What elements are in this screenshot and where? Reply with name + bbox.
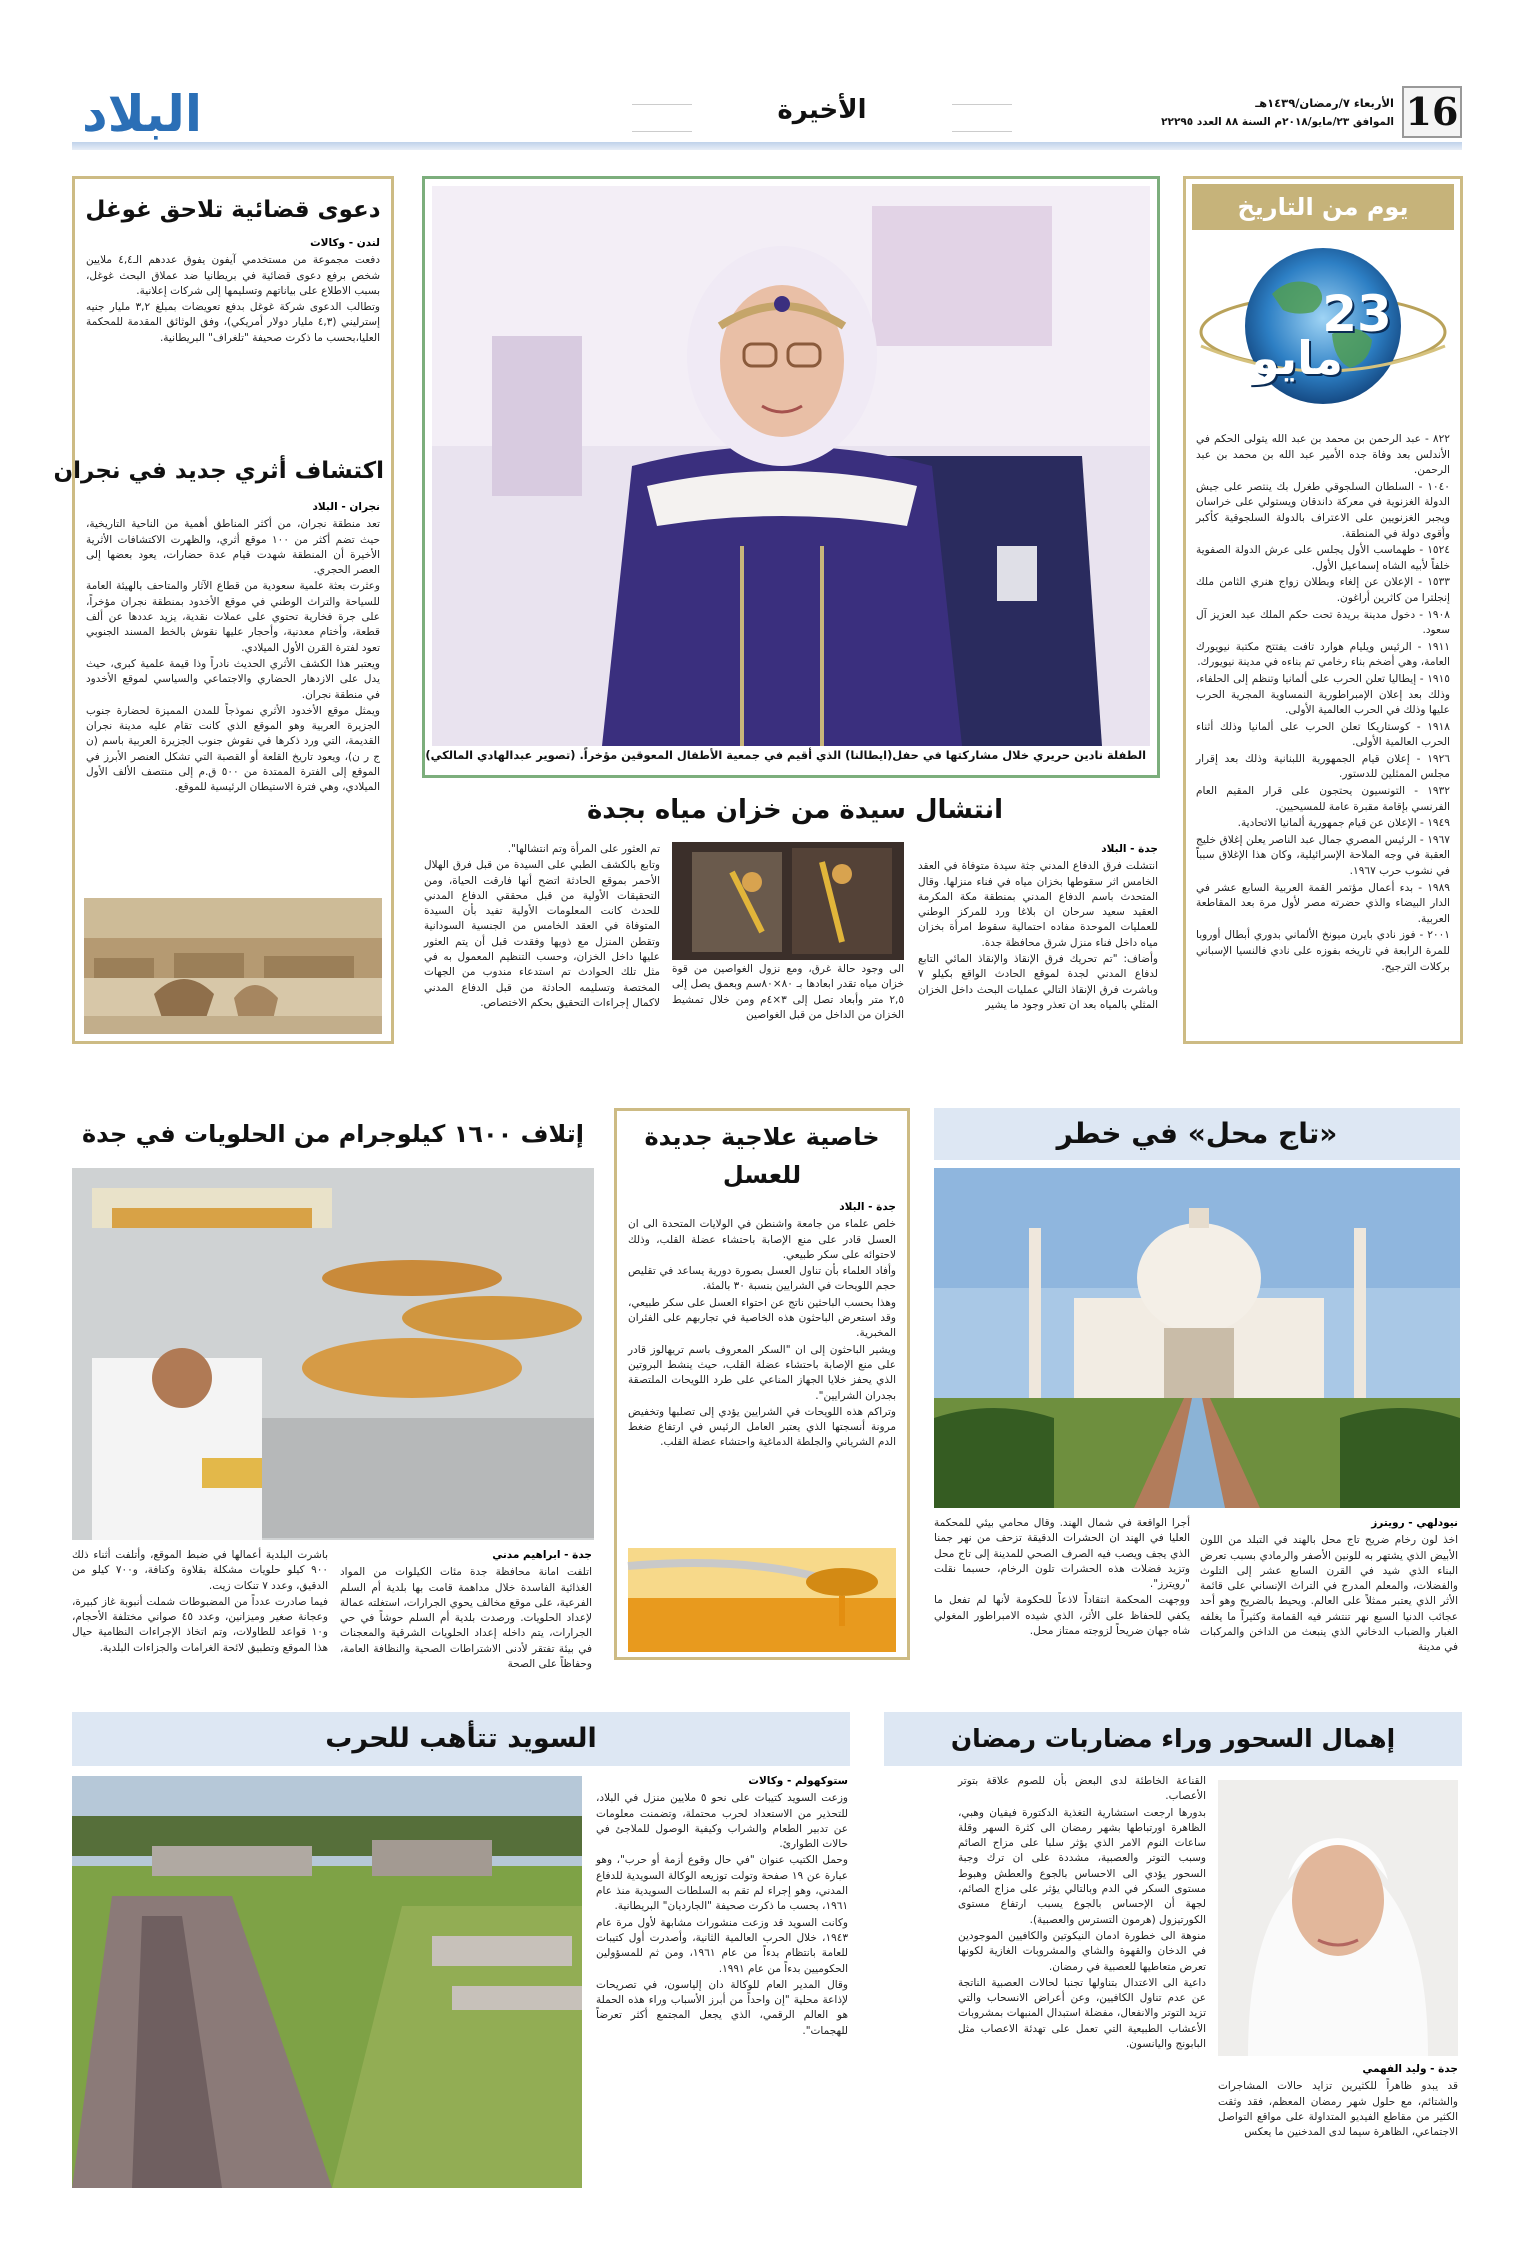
tank-para: انتشلت فرق الدفاع المدني جثة سيدة متوفاة في العقد الخامس اثر سقوطها بخزان مياه في فناء منزلها. وقال المتحدث باسم الدفاع المدني بمنطقة مكة المكرمة العقيد سعيد سرحان ان بلاغا ورد للمركز الوطني للعمليات الموحدة مفاده احتمالية سقوط امرأة بخزان مياه داخل فناء منزل شرق محافظة جدة. [918,860,1158,949]
sweden-header-bar [72,1712,850,1766]
history-entry: ٢٠٠١ - فوز نادي بايرن ميونخ الألماني بدوري أبطال أوروبا للمرة الرابعة في تاريخه بفوزه على نادي فالنسيا الإسباني بركلات الترجيح. [1196,929,1450,973]
history-entry: ١٩٦٧ - الرئيس المصري جمال عبد الناصر يعلن إغلاق خليج العقبة في وجه الملاحة الإسرائيلية، وكان هذا الإغلاق سبباً في نشوب حرب ١٩٦٧. [1196,833,1450,878]
main-photo-caption: الطفلة نادين حريري خلال مشاركتها في حفل(ايطالنا) الذي أقيم في جمعية الأطفال المعوقين مؤخراً. (تصوير عبدالهادي المالكي) [425,748,1146,762]
sweden-para: وحمل الكتيب عنوان "في حال وقوع أزمة أو حرب"، وهو عبارة عن ١٩ صفحة وتولت توزيعه الوكالة السويدية للدفاع المدني، وهو إجراء لم تقم به السلطات السويدية منذ عام ١٩٦١، بحسب ما ذكرت صحيفة "الجارديان" البريطانية. [596,1854,848,1913]
najran-photo[interactable] [84,898,382,1034]
sweets-col-right [340,1548,592,1671]
sweden-article [596,1774,848,2186]
najran-para: وعثرت بعثة علمية سعودية من قطاع الآثار والمتاحف بالهيئة العامة للسياحة والتراث الوطني في موقع الأخدود بمنطقة نجران مؤخراً، على جرة فخارية تحتوي على عملات نقدية، يزيد عددها عن ألف قطعة، وأختام معدنية، وأحجار عليها نقوش بالخط المسند الجنوبي تعود لفترة القرن الأول الميلادي. [86,580,380,654]
history-entry: ١٥٣٣ - الإعلان عن إلغاء وبطلان زواج هنري الثامن ملك إنجلترا من كاثرين أراغون. [1196,576,1450,604]
sweets-col-left [72,1548,328,1658]
taj-headline: «تاج محل» في خطر [1056,1117,1338,1150]
history-entry: ١٩١١ - الرئيس ويليام هوارد تافت يفتتح مكتبة نيويورك العامة، وهي أضخم بناء رخامي تم بناءه في مدينة نيويورك. [1196,640,1450,669]
masthead-bar [72,142,1462,150]
tank-para: تم العثور على المرأة وتم انتشالها". [507,843,660,855]
history-entry: ١٩٤٩ - الإعلان عن قيام جمهورية ألمانيا الاتحادية. [1237,817,1450,830]
sweets-para: فيما صادرت عدداً من المضبوطات شملت أنبوبة غاز كبيرة، وعجانة صغير وميزانين، وعدد ٤٥ صواني مختلفة الأحجام، و١٠ قواعد للطاولات، وتم اتخاذ الإجراءات النظامية حيال هذا الموقع وتطبيق لائحة الغرامات والجزاءات البلدية. [72,1595,329,1654]
honey-headline [624,1118,900,1194]
suhoor-dateline: جدة - وليد الفهمي [1362,2063,1458,2075]
main-photo[interactable] [432,186,1150,746]
najran-para: ويعتبر هذا الكشف الأثري الحديث نادراً وذا قيمة علمية كبرى، حيث يدل على الازدهار الحضاري والاجتماعي والسياسي لموقع الأخدود في منطقة نجران. [86,657,380,701]
sweden-photo[interactable] [72,1776,582,2188]
section-frame-left [632,104,692,132]
najran-headline: اكتشاف أثري جديد في نجران [53,458,384,484]
history-entry: ١٥٢٤ - طهماسب الأول يجلس على عرش الدولة الصفوية خلفاً لأبيه الشاه إسماعيل الأول. [1196,544,1450,572]
tank-headline: انتشال سيدة من خزان مياه بجدة [586,795,1004,825]
taj-col-right [1200,1516,1458,1658]
issue-date-gregorian: الموافق ٢٣/مايو/٢٠١٨م السنة ٨٨ العدد ٢٢٢٩٥ [1161,116,1394,128]
logo-day: 23 [1322,285,1392,343]
sweets-para: باشرت البلدية أعمالها في ضبط الموقع، وأتلفت أثناء ذلك ٩٠٠ كيلو حلويات مشكلة بقلاوة وكنافة، و٧٠٠ كيلو من الدقيق، وعدد ٧ تنكات زيت. [72,1549,328,1592]
suhoor-header-bar [884,1712,1462,1766]
history-entry: ١٩٠٨ - دخول مدينة بريدة تحت حكم الملك عبد العزيز آل سعود. [1196,608,1450,637]
tank-dateline: جدة - البلاد [1101,843,1158,855]
honey-headline-text: خاصية علاجية جديدة للعسل [644,1123,880,1189]
section-frame-right [952,104,1012,132]
tank-photo[interactable] [672,842,904,960]
sweden-headline: السويد تتأهب للحرب [325,1723,597,1754]
taj-para: أجرا الواقعة في شمال الهند. وقال محامي بيئي للمحكمة العليا في الهند ان الحشرات الدقيقة تزحف من نهر جمنا الذي يجف ويصب فيه الصرف الصحي للمدينة إلى تاج محل وتزيد فضلات هذه الحشرات تلون الرخام، حسبما نقلت "رويترز". [934,1517,1190,1591]
taj-col-left [934,1516,1190,1658]
sweets-inspection-photo [72,1168,594,1540]
history-entry: ١٩١٥ - إيطاليا تعلن الحرب على ألمانيا وتنظم إلى الحلفاء، وذلك بعد إعلان الإمبراطورية النمساوية المجرية الحرب عليها وذلك في الحرب العالمية الأولى. [1196,672,1450,717]
najran-dateline: نجران - البلاد [312,501,380,513]
history-entry: ١٩٢٦ - إعلان قيام الجمهورية اللبنانية وذلك بعد إقرار مجلس الممثلين للدستور. [1196,752,1450,781]
history-entry: ١٩٣٢ - التونسيون يحتجون على قرار المقيم العام الفرنسي بإقامة مقبرة عامة للمسيحيين. [1196,785,1450,813]
google-headline: دعوى قضائية تلاحق غوغل [85,197,381,223]
history-header-label: يوم من التاريخ [1237,193,1409,221]
taj-para: ووجهت المحكمة انتقاداً لاذعاً للحكومة لأنها لم تفعل ما يكفي للحفاظ على الأثر، الذي شيده الامبراطور المغولي شاه جهان ضريحاً لزوجته ممتاز محل. [934,1594,1190,1638]
google-para: وتطالب الدعوى شركة غوغل بدفع تعويضات بمبلغ ٣,٢ مليار جنيه إسترليني (٤,٣ مليار دولار أمريكي)، وفق الوثائق المقدمة للمحكمة العليا،بحسب ما ذكرت صحيفة "تلغراف" البريطانية. [86,301,380,344]
tank-col-center: الى وجود حالة غرق، ومع نزول الغواصين من قوة خزان مياه تقدر ابعادها بـ ٨٠×٨٠سم وبعمق يصل إلى ٢,٥ متر وأبعاد تصل إلى ٣×٤م ومن خلال تمشيط الخزان من الداخل من قبل الغواصين [672,963,904,1021]
tank-para: وتابع بالكشف الطبي على السيدة من قبل فرق الهلال الأحمر بموقع الحادثة اتضح أنها فارقت الحياة، ومن التحقيقات الأولية من قبل محققي الدفاع المدني للحدث كانت المعلومات الأولية تفيد بأن السيدة المتوفاة في العقد الخامس من الجنسية السودانية وتقطن المنزل مع ذويها وفقدت قبل أن يتم العثور عليها داخل الخزان، وحسب التنظيم المعمول به في مثل تلك الحوادث تم استدعاء مندوب من الجهات المختصة وتسليمه الحادثة من قبل الدفاع المدني لاكمال إجراءات التحقيق بحكم الاختصاص. [424,859,660,1009]
section-title: الأخيرة [777,95,867,125]
honey-photo[interactable] [628,1548,896,1652]
tank-col-left [424,842,660,1042]
honey-para: وهذا بحسب الباحثين ناتج عن احتواء العسل على سكر طبيعي، وقد استعرض الباحثون هذه الخاصية في تجاربهم على الفئران المخبرية. [628,1296,896,1340]
najran-para: ويمثل موقع الأخدود الأثري نموذجاً للمدن المميزة لحضارة جنوب الجزيرة العربية وهو الموقع الذي كانت تقام عليه مدينة نجران القديمة، التي ورد ذكرها في نقوش جنوب الجزيرة العربية باسم (ن ج ر ن)، ويعود تاريخ القلعة أو القصبة التي تشكل العنصر الأبرز في الموقع إلى الفترة الممتدة من ٥٠٠ ق.م إلى منتصف الألف الأول الميلادي، وهي فترة الاستيطان الرئيسية للموقع. [86,704,380,794]
page-number: 16 [1402,86,1462,138]
sweden-para: وقال المدير العام للوكالة دان إلياسون، في تصريحات لإذاعة محلية "إن واحداً من أبرز الأسباب وراء هذه الحملة هو العالم الرقمي، الذي يجعل المجتمع أكثر تعرضاً للهجمات". [596,1978,848,2037]
masthead [72,84,1462,156]
suhoor-para: منوهة الى خطورة ادمان النيكوتين والكافيين الموجودين في الدخان والقهوة والشاي والمشروبات الغازية لكونها تعرض متعاطيها للعصبية في رمضان. [958,1929,1206,1973]
suhoor-para: القناعة الخاطئة لدى البعض بأن للصوم علاقة بتوتر الأعصاب. [958,1775,1206,1803]
sweets-dateline: جدة - ابراهيم مدني [492,1549,592,1561]
taj-para: اخذ لون رخام ضريح تاج محل بالهند في التبلد من اللون الأبيض الذي يشتهر به للونين الأصفر والرمادي بسبب تعرض البناء الذي شيد في القرن السابع عشر إلى التلوث والفضلات، والمعلم المدرج في التراث الإنساني على قائمة الأثر الذي يعتبر ممثلاً على العالم. ويحيط بالضريح وهو أحد عجائب الدنيا السبع نهر تنتشر فيه القمامة وكثيراً ما يغلفه الغبار والضباب الدخاني الذي ينبعث من الداخن والمركبات في مدينة [1200,1534,1458,1654]
honey-para: وأفاد العلماء بأن تناول العسل بصورة دورية يساعد في تقليص حجم اللويحات في الشرايين بنسبة ٣٠ بالمئة. [628,1265,896,1293]
sweden-para: وكانت السويد قد وزعت منشورات مشابهة لأول مرة عام ١٩٤٣، خلال الحرب العالمية الثانية، وأصدرت أول كتيبات للعامة بانتظام بدءاً من عام ١٩٦١، ومن ثم للمسؤولين الحكوميين بدءاً من عام ١٩٩١. [596,1916,849,1975]
logo-month: مايو [1251,331,1343,385]
taj-header-bar [934,1108,1460,1160]
sweets-photo[interactable] [72,1168,594,1540]
nutritionist-portrait [1218,1780,1458,2056]
suhoor-para: قد يبدو ظاهراً للكثيرين تزايد حالات المشاجرات والشتائم، مع حلول شهر رمضان المعظم، فقد وثقت الكثير من مقاطع الفيديو المتداولة على مواقع التواصل الاجتماعي، الظاهرة سيما لدى المدخنين ما يعكس [1218,2080,1458,2139]
child-costume-photo [432,186,1150,746]
history-entry: ١٩٨٩ - بدء أعمال مؤتمر القمة العربية السابع عشر في الدار البيضاء والذي حضرته مصر لأول مرة بعد المقاطعة العربية. [1196,881,1450,925]
date-globe-logo [1192,234,1454,424]
taj-mahal-photo [934,1168,1460,1508]
history-header [1192,184,1454,230]
history-list [1196,432,1450,1036]
history-entry: ١٩١٨ - كوستاريكا تعلن الحرب على ألمانيا وذلك أثناء الحرب العالمية الأولى. [1196,720,1450,749]
honey-spoon-photo [628,1548,896,1652]
history-entry: ٨٢٢ - عبد الرحمن بن محمد بن عبد الله يتولى الحكم في الأندلس بعد وفاة جده الأمير عبد الله بن محمد بن عبد الرحمن. [1196,433,1450,477]
honey-para: ويشير الباحثون إلى ان "السكر المعروف باسم تريهالوز قادر على منع الإصابة باحتشاء عضلة القلب، حيث ينشط البروتين الذي يحفز خلايا الجهاز المناعي على طرد اللويحات الملتصقة بجدران الشرايين". [628,1343,896,1402]
history-entry: ١٠٤٠ - السلطان السلجوقي طغرل بك ينتصر على جيش الدولة الغزنوية في معركة داندقان ويستولي على خراسان ويجبر الغزنويين على الاعتراف بالدولة السلجوقية كأكبر وأقوى دولة في المنطقة. [1196,480,1450,540]
sweets-headline: إتلاف ١٦٠٠ كيلوجرام من الحلويات في جدة [81,1120,584,1148]
logo[interactable]: البلاد [82,85,202,143]
sweden-para: وزعت السويد كتيبات على نحو ٥ ملايين منزل في البلاد، للتحذير من الاستعداد لحرب محتملة، وتضمنت معلومات عن تدبير الطعام والشراب وكيفية الوصول للملاجئ في حالات الطوارئ. [596,1792,848,1851]
honey-para: خلص علماء من جامعة واشنطن في الولايات المتحدة الى ان العسل قادر على منع الإصابة باحتشاء عضلة القلب، وذلك لاحتوائه على سكر طبيعي. [628,1218,896,1261]
taj-photo[interactable] [934,1168,1460,1508]
google-dateline: لندن - وكالات [310,237,380,249]
najran-para: تعد منطقة نجران، من أكثر المناطق أهمية من الناحية التاريخية، حيث تضم أكثر من ١٠٠ موقع أثري، والظهرت الاكتشافات الأثرية الأخيرة أن المنطقة شهدت قيام عدة حضارات، يعود بعضها إلى العصر الحجري. [86,518,380,577]
google-article [86,236,380,426]
suhoor-headline: إهمال السحور وراء مضاربات رمضان [950,1724,1396,1753]
sweets-para: اتلفت امانة محافظة جدة مئات الكيلوات من المواد الغذائية الفاسدة خلال مداهمة قامت بها بلدية أم السلم الفرعية، على موقع مخالف يحوي الجرارات، استغلته عمالة لإعداد الحلويات. ورصدت بلدية أم السلم حوشاً في حي الجرارات، يتم داخله إعداد الحلويات الشرقية والمعجنات في بيئة تفتقر لأدنى الاشتراطات الصحية والنظافة العامة، وحفاظاً على الصحة [340,1566,592,1671]
google-para: دفعت مجموعة من مستخدمي آيفون يفوق عددهم الـ٤,٤ ملايين شخص برفع دعوى قضائية في بريطانيا ضد عملاق البحث غوغل، بسبب الاطلاع على بياناتهم وتسليمها إلى شركات إعلانية. [86,254,380,297]
crowd-field-photo [72,1776,582,2188]
taj-dateline: نيودلهي - رويترز [1371,1517,1458,1529]
najran-article [86,500,380,886]
tank-col-right [918,842,1158,1042]
ruins-photo [84,898,382,1034]
suhoor-para: بدورها ارجعت استشارية التغذية الدكتورة فيفيان وهبي، الظاهرة اورتباطها بشهر رمضان الى كثرة السهر وقلة ساعات النوم الامر الذي يؤثر سلبا على مزاج الصائم وسبب التوتر والعصبية، مشددة على ان ترك وجبة السحور يؤدي الى الاحساس بالجوع والعطش وهبوط مستوى السكر في الدم وبالتالي يؤثر على مزاج الصائم، لجهة أن الإحساس بالجوع يسبب ارتفاع مستوى الكورتيزول (هرمون التسترس والعصبية). [958,1806,1206,1926]
honey-article [628,1200,896,1540]
suhoor-para: داعية الى الاعتدال بتناولها تجنبا لحالات العصبية الناتجة عن عدم تناول الكافيين، وعن أعراض الانسحاب والتي تزيد التوتر والانفعال، مفضلة استبدال المنبهات بمشروبات الأعشاب الطبيعية التي تعمل على تهدئة الاعصاب مثل البابونج واليانسون. [958,1976,1206,2051]
suhoor-col-under-photo [1218,2062,1458,2182]
rescue-photo [672,842,904,960]
suhoor-photo[interactable] [1218,1780,1458,2056]
tank-para: وأضاف: "تم تحريك فرق الإنقاذ والإنقاذ المائي التابع لدفاع المدني لجدة لموقع الحادث الواقع بكيلو ٧ وباشرت فرق الإنقاذ التالي عمليات البحث داخل الخزان المثلي بالمياه بعد ان تعذر وجود ما يشير [918,953,1158,1011]
honey-para: وتراكم هذه اللويحات في الشرايين يؤدي إلى تصلبها وتخفيض مرونة أنسجتها الذي يعتبر العامل الرئيس في ارتفاع ضغط الدم الشرياني والجلطة الدماغية واحتشاء عضلة القلب. [628,1405,896,1449]
suhoor-col-text [958,1774,1206,2184]
honey-dateline: جدة - البلاد [839,1201,896,1213]
sweden-dateline: ستوكهولم - وكالات [748,1775,848,1787]
issue-date-hijri: الأربعاء ٧/رمضان/١٤٣٩هـ [1255,96,1394,110]
